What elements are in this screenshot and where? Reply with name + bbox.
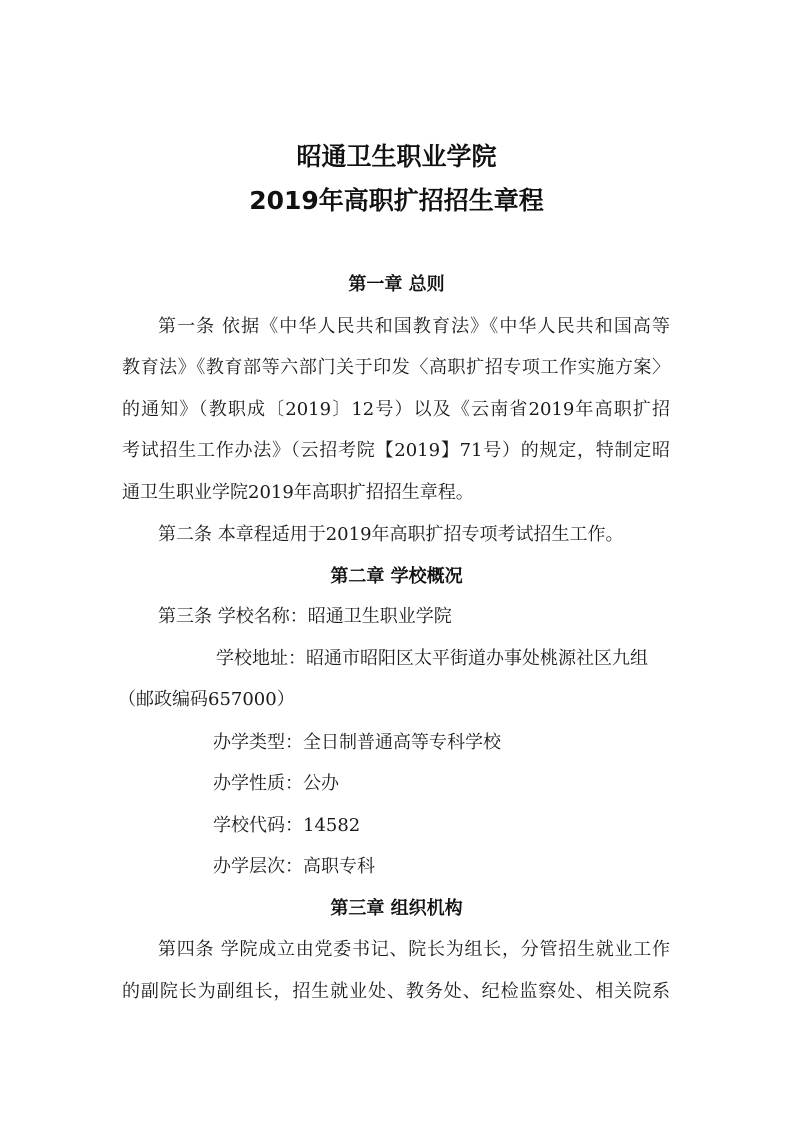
article-1-line-2: 教育法》《教育部等六部门关于印发〈高职扩招专项工作实施方案〉 [122,357,670,378]
chapter-1-heading: 第一章 总则 [348,274,445,295]
article-2: 第二条 本章程适用于2019年高职扩招专项考试招生工作。 [158,524,624,545]
document-title-line-2: 2019年高职扩招招生章程 [249,186,544,215]
article-1-line-4: 考试招生工作办法》（云招考院【2019】71号）的规定，特制定昭 [122,440,670,461]
article-4-line-1: 第四条 学院成立由党委书记、院长为组长，分管招生就业工作 [158,939,670,960]
school-type: 办学类型：全日制普通高等专科学校 [213,732,501,753]
school-address-line-2: （邮政编码657000） [118,689,295,710]
article-1-line-5: 通卫生职业学院2019年高职扩招招生章程。 [122,482,474,503]
article-3-school-name: 第三条 学校名称：昭通卫生职业学院 [158,606,452,627]
chapter-2-heading: 第二章 学校概况 [330,566,463,587]
school-code: 学校代码：14582 [213,815,361,836]
article-1-line-1: 第一条 依据《中华人民共和国教育法》《中华人民共和国高等 [158,316,670,337]
chapter-3-heading: 第三章 组织机构 [330,898,463,919]
school-address-line-1: 学校地址：昭通市昭阳区太平街道办事处桃源社区九组 [216,648,648,669]
article-4-line-2: 的副院长为副组长，招生就业处、教务处、纪检监察处、相关院系 [122,981,670,1002]
document-title-line-1: 昭通卫生职业学院 [296,142,497,171]
school-level: 办学层次：高职专科 [213,856,375,877]
school-nature: 办学性质：公办 [213,773,339,794]
article-1-line-3: 的通知》（教职成〔2019〕12号）以及《云南省2019年高职扩招 [122,399,670,420]
